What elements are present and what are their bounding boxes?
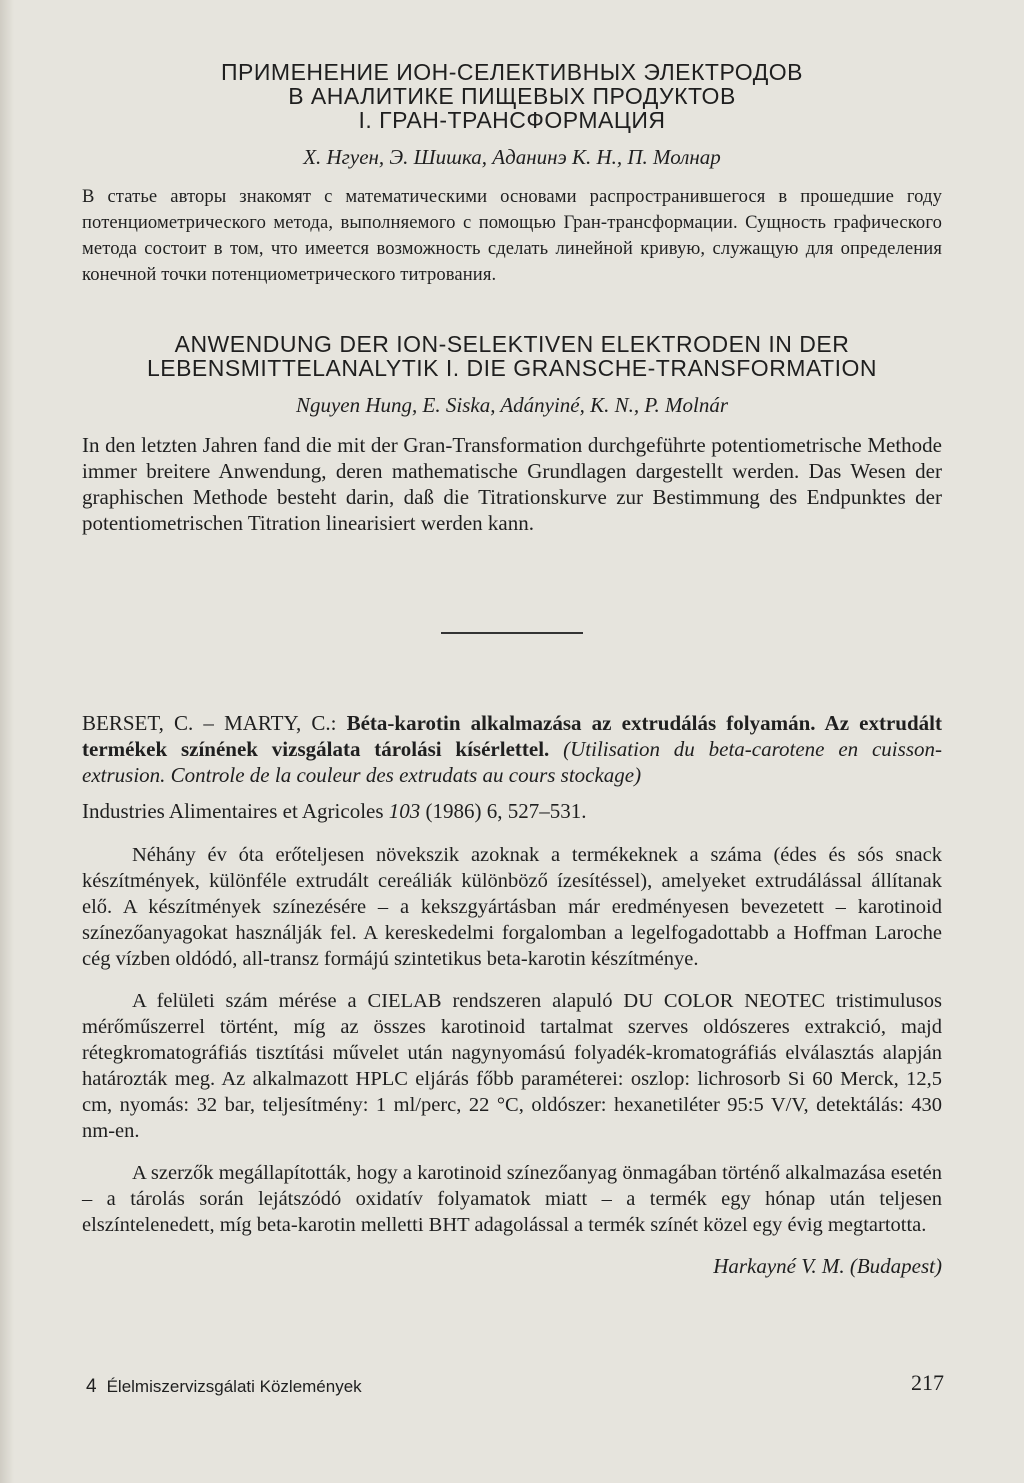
sheet-number: 4	[86, 1376, 97, 1397]
footer-journal-info	[86, 1376, 362, 1398]
german-abstract: In den letzten Jahren fand die mit der Gran-Transformation durchgeführte potentiometrische Methode immer breitere Anwendung, deren mathematische Grundlagen dargestellt werden. Das Wesen der graphischen Methode besteht darin, daß die Titrationskurve zur Bestimmung des Endpunktes der potentiometrischen Titration linearisiert werden kann.	[82, 433, 942, 535]
reference-journal	[82, 798, 942, 824]
german-title-line: LEBENSMITTELANALYTIK I. DIE GRANSCHE-TRANSFORMATION	[146, 355, 878, 381]
russian-title	[82, 60, 942, 132]
body-paragraph: Néhány év óta erőteljesen növekszik azoknak a termékeknek a száma (édes és sós snack készítmények, különféle extrudált cereáliák különböző ízesítéssel), amelyeket extrudálással állítanak elő. A készítmények színezésére – a kekszgyártásban már eredményesen bevezetett – karotinoid színezőanyagokat használják fel. A kereskedelmi forgalomban a legelfogadottabb a Hoffman Laroche cég vízben oldódó, all-transz formájú szintetikus beta-karotin készítménye.	[82, 844, 942, 970]
reviewer-signature: Harkayné V. M. (Budapest)	[713, 1254, 942, 1278]
journal-issue-pages: (1986) 6, 527–531.	[420, 799, 587, 823]
reference-authors: BERSET, C. – MARTY, C.:	[82, 711, 347, 735]
russian-title-line: I. ГРАН-ТРАНСФОРМАЦИЯ	[358, 107, 666, 133]
section-divider	[441, 632, 583, 634]
page-content	[82, 60, 942, 1279]
journal-name: Industries Alimentaires et Agricoles	[82, 799, 389, 823]
page-edge-shadow	[0, 0, 14, 1483]
body-paragraph: A felületi szám mérése a CIELAB rendszeren alapuló DU COLOR NEOTEC tristimulusos mérőműszerrel történt, míg az összes karotinoid tartalmat szerves oldószeres extrakció, majd rétegkromatográfiás tisztítási művelet után nagynyomású folyadék-kromatográfiás elválasztás alapján határozták meg. Az alkalmazott HPLC eljárás főbb paraméterei: oszlop: lichrosorb Si 60 Merck, 12,5 cm, nyomás: 32 bar, teljesítmény: 1 ml/perc, 22 °C, oldószer: hexanetiléter 95:5 V/V, detektálás: 430 nm-en.	[82, 990, 942, 1142]
footer-journal-name: Élelmiszervizsgálati Közlemények	[106, 1377, 362, 1396]
reference-title-hungarian: Béta-karotin alkalmazása az extrudálás folyamán. Az extrudált termékek színének vizsgálata tárolási kísérlettel.	[82, 711, 942, 761]
page-number: 217	[911, 1370, 944, 1395]
page-footer	[86, 1370, 944, 1406]
russian-abstract: В статье авторы знакомят с математическими основами распространившегося в прошедшие году потенциометрического метода, выполняемого с помощью Гран-трансформации. Сущность графического метода состоит в том, что имеется возможность сделать линейной кривую, служащую для определения конечной точки потенциометрического титрования.	[82, 186, 942, 285]
russian-authors: Х. Нгуен, Э. Шишка, Аданинэ К. Н., П. Молнар	[303, 145, 721, 169]
body-paragraph: A szerzők megállapították, hogy a karotinoid színezőanyag önmagában történő alkalmazása esetén – a tárolás során lejátszódó oxidatív folyamatok miatt – a termék egy hónap után teljesen elszíntelenedett, míg beta-karotin melletti BHT adagolással a termék színét közel egy évig megtartotta.	[82, 1162, 942, 1236]
reference-citation	[82, 710, 942, 788]
reference-title-french: (Utilisation du beta-carotene en cuisson-extrusion. Controle de la couleur des extrudats au cours stockage)	[82, 737, 942, 787]
journal-volume: 103	[388, 799, 421, 823]
german-authors: Nguyen Hung, E. Siska, Adányiné, K. N., P. Molnár	[295, 393, 729, 417]
russian-title-line: ПРИМЕНЕНИЕ ИОН-СЕЛЕКТИВНЫХ ЭЛЕКТРОДОВ	[221, 59, 803, 85]
german-title	[82, 332, 942, 380]
german-title-line: ANWENDUNG DER ION-SELEKTIVEN ELEKTRODEN IN DER	[174, 331, 850, 357]
russian-title-line: В АНАЛИТИКЕ ПИЩЕВЫХ ПРОДУКТОВ	[288, 83, 736, 109]
german-article-header	[82, 332, 942, 418]
russian-article-header	[82, 60, 942, 170]
